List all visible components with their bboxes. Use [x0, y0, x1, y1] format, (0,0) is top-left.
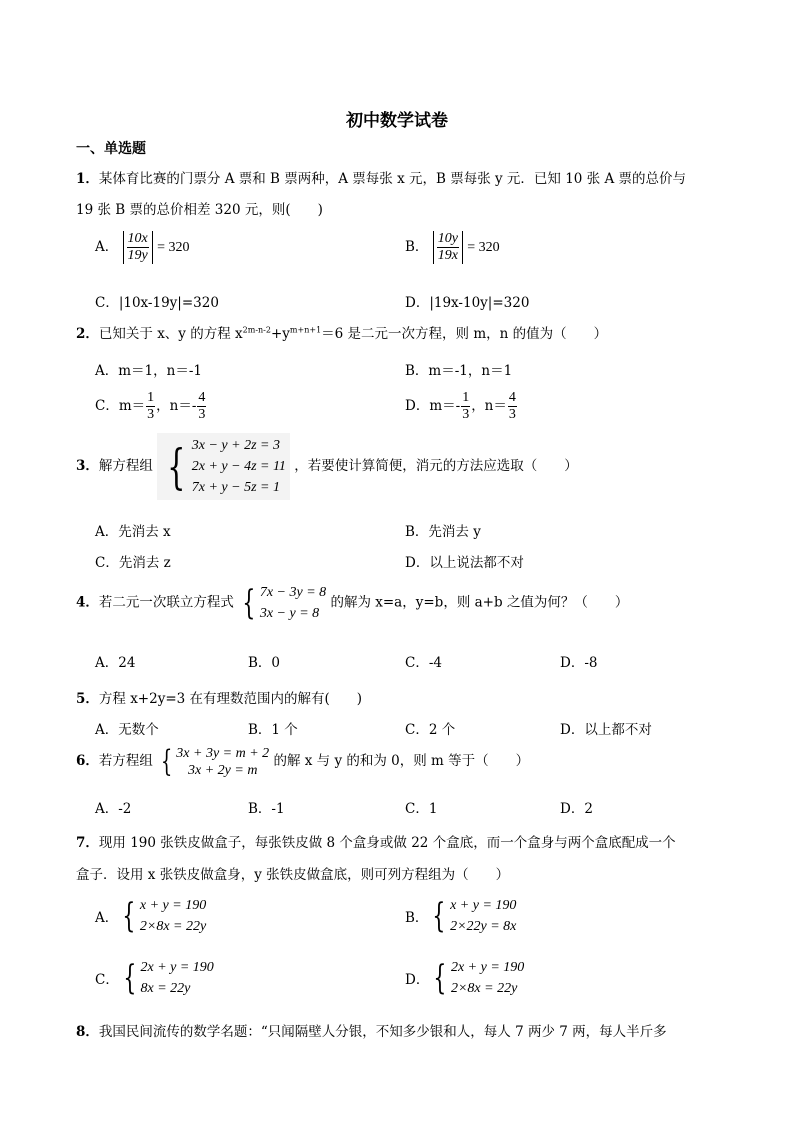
absolute-value: $\frac{10x}{19y}$: [123, 231, 153, 264]
q1-option-d[interactable]: D．|19x-10y|=320: [405, 295, 530, 311]
q4-option-d[interactable]: D．-8: [560, 655, 598, 671]
q8-number: 8．: [76, 1024, 99, 1040]
equation-system: { 3x − y + 2z = 3 2x + y − 4z = 11 7x + y − 5z = 1: [157, 433, 290, 500]
q5-number: 5．: [76, 691, 99, 707]
q5-option-a[interactable]: A．无数个: [95, 722, 159, 738]
q7-stem-line2: 盒子．设用 x 张铁皮做盒身，y 张铁皮做盒底，则可列方程组为（ ）: [76, 867, 510, 883]
page-title: 初中数学试卷: [346, 111, 448, 131]
q2-stem: 2．已知关于 x、y 的方程 $x^{2m-n-2}+y^{m+n+1}=6$ 是二元一次方程，则 m，n 的值为（ ）: [76, 325, 608, 342]
equation-system: { 7x − 3y = 8 3x − y = 8: [242, 583, 327, 623]
q3-stem: 3．解方程组 { 3x − y + 2z = 3 2x + y − 4z = 11 7x + y − 5z = 1 ，若要使计算简便，消元的方法应选取（ ）: [76, 433, 578, 500]
q2-option-d[interactable]: D．m＝- $\frac{1}{3}$ ，n＝ $\frac{4}{3}$: [405, 390, 516, 422]
q6-option-c[interactable]: C．1: [405, 801, 438, 817]
q2-option-c[interactable]: C．m＝ $\frac{1}{3}$ ，n＝- $\frac{4}{3}$: [95, 390, 206, 422]
q5-option-d[interactable]: D．以上都不对: [560, 722, 652, 738]
absolute-value: $\frac{10y}{19x}$: [433, 231, 463, 264]
q7-option-d[interactable]: D． { 2x + y = 190 2×8x = 22y: [405, 958, 525, 998]
q5-option-c[interactable]: C．2 个: [405, 722, 456, 738]
q5-option-b[interactable]: B．1 个: [248, 722, 298, 738]
q4-stem: 4．若二元一次联立方程式 { 7x − 3y = 8 3x − y = 8 的解为 x=a，y=b，则 a+b 之值为何？（ ）: [76, 583, 629, 623]
q2-option-b[interactable]: B．m＝-1，n＝1: [405, 363, 513, 379]
equation-system: { 3x + 3y = m + 2 3x + 2y = m: [161, 744, 270, 779]
q6-stem: 6．若方程组 { 3x + 3y = m + 2 3x + 2y = m 的解 x 与 y 的和为 0，则 m 等于（ ）: [76, 744, 530, 779]
q1-stem-line1: 1．某体育比赛的门票分 A 票和 B 票两种，A 票每张 x 元，B 票每张 y 元．已知 10 张 A 票的总价与: [76, 171, 686, 187]
q6-number: 6．: [76, 753, 99, 769]
q1-stem-line2: 19 张 B 票的总价相差 320 元，则( ): [76, 202, 323, 218]
q6-option-a[interactable]: A．-2: [95, 801, 132, 817]
q7-number: 7．: [76, 835, 99, 851]
q1-option-a[interactable]: A． $\frac{10x}{19y}$ = 320: [95, 231, 190, 263]
q4-option-c[interactable]: C．-4: [405, 655, 442, 671]
q3-option-d[interactable]: D．以上说法都不对: [405, 555, 524, 571]
q7-option-c[interactable]: C． { 2x + y = 190 8x = 22y: [95, 958, 214, 998]
q1-number: 1．: [76, 171, 99, 187]
q5-stem: 5．方程 x+2y=3 在有理数范围内的解有( ): [76, 691, 363, 707]
q2-option-a[interactable]: A．m＝1，n＝-1: [95, 363, 202, 379]
q3-option-a[interactable]: A．先消去 x: [95, 524, 171, 540]
q3-number: 3．: [76, 458, 99, 474]
q4-option-a[interactable]: A．24: [95, 655, 136, 671]
q6-option-b[interactable]: B．-1: [248, 801, 285, 817]
q7-option-a[interactable]: A． { x + y = 190 2×8x = 22y: [95, 896, 207, 936]
q8-stem-line1: 8．我国民间流传的数学名题：“只闻隔壁人分银，不知多少银和人，每人 7 两少 7 两，每人半斤多: [76, 1024, 667, 1040]
q4-number: 4．: [76, 594, 99, 611]
q1-option-b[interactable]: B． $\frac{10y}{19x}$ = 320: [405, 231, 500, 263]
q3-option-c[interactable]: C．先消去 z: [95, 555, 171, 571]
q1-option-c[interactable]: C．|10x-19y|=320: [95, 295, 219, 311]
q7-stem-line1: 7．现用 190 张铁皮做盒子，每张铁皮做 8 个盒身或做 22 个盒底，而一个盒身与两个盒底配成一个: [76, 835, 676, 851]
q7-option-b[interactable]: B． { x + y = 190 2×22y = 8x: [405, 896, 517, 936]
q3-option-b[interactable]: B．先消去 y: [405, 524, 481, 540]
q4-option-b[interactable]: B．0: [248, 655, 281, 671]
q6-option-d[interactable]: D．2: [560, 801, 593, 817]
section-heading: 一、单选题: [76, 141, 146, 157]
q2-number: 2．: [76, 326, 99, 342]
